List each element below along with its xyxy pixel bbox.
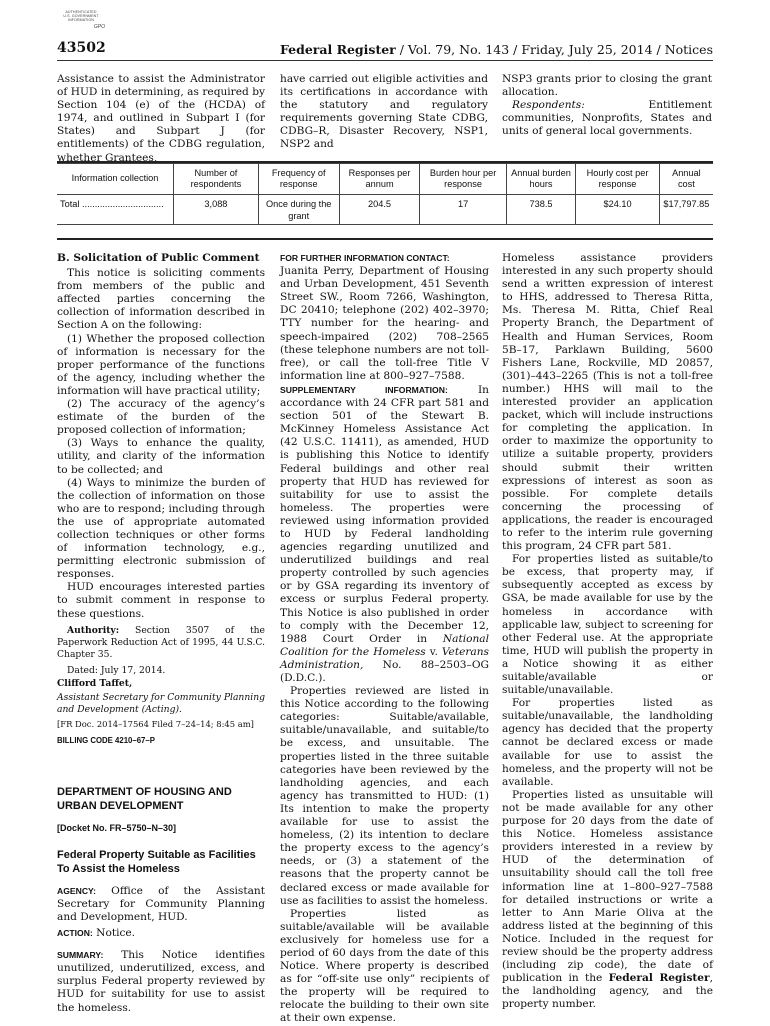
supplementary-paragraph [280, 384, 489, 685]
agency-paragraph [57, 885, 265, 924]
table-header-cell: Responses per annum [339, 164, 420, 195]
journal-name: Federal Register [279, 42, 396, 57]
body-paragraph: For properties listed as suitable/unavailable, the landholding agency has decided that the property cannot be declared excess or made available for use to assist the homeless, and the property will not be available. [502, 697, 713, 788]
burden-table [57, 163, 713, 225]
action-label: ACTION: [57, 928, 93, 939]
dated-line: Dated: July 17, 2014. [67, 664, 166, 676]
signer-name: Clifford Taffet, [57, 677, 133, 689]
list-item: (4) Ways to minimize the burden of the collection of information on those who are to respond; including through the use of appropriate automated collection techniques or other forms of information technology, e.g., permitting electronic submission of responses. [57, 476, 265, 581]
supplementary-text-b: No. 88–2503–OG (D.D.C.). [280, 658, 489, 684]
summary-label: SUMMARY: [57, 950, 104, 961]
column-2 [280, 252, 489, 1026]
fr-doc-line: [FR Doc. 2014–17564 Filed 7–24–14; 8:45 am] [57, 718, 254, 729]
table-cell: 3,088 [174, 195, 259, 225]
list-item: (2) The accuracy of the agency’s estimate of the burden of the proposed collection of information; [57, 398, 265, 437]
docket-number: [Docket No. FR–5750–N–30] [57, 822, 177, 833]
supplementary-text-a: In accordance with 24 CFR part 581 and section 501 of the Stewart B. McKinney Homeless Assistance Act (42 U.S.C. 11411), as amended, HUD is publishing this Notice to identify Federal buildings and other real property that HUD has reviewed for suitability for use to assist the homeless. The properties were reviewed using information provided to HUD by Federal landholding agencies regarding unutilized and underutilized buildings and real property controlled by such agencies or by GSA regarding its inventory of excess or surplus Federal property. This Notice is also published in order to comply with the December 12, 1988 Court Order in [280, 383, 489, 645]
table-header-cell: Information collection [57, 164, 174, 195]
case-versus: v. [425, 645, 442, 658]
respondents-text: Entitlement communities, Nonprofits, States and units of general local governments. [502, 99, 712, 138]
federal-register-ref: Federal Register [608, 972, 710, 985]
case-name-2: Veterans Administration, [280, 645, 489, 671]
case-name: National Coalition for the Homeless [280, 632, 489, 658]
body-paragraph: Properties reviewed are listed in this Notice according to the following categories: Suitable/available, suitable/unavailable, and suitable/to be excess, and unsuitable. The properties listed in the three suitable categories have been reviewed by the landholding agencies, and each agency has transmitted to HUD: (1) Its intention to make the property available for use to assist the homeless, (2) its intention to declare the property excess to the agency’s needs, or (3) a statement of the reasons that the property cannot be declared excess or made available for use as facilities to assist the homeless. [280, 685, 489, 907]
body-paragraph: HUD encourages interested parties to submit comment in response to these questions. [57, 581, 265, 620]
authority-label: Authority: [67, 624, 120, 636]
section-heading: B. Solicitation of Public Comment [57, 252, 260, 264]
top-column-3 [502, 73, 712, 138]
running-head [280, 42, 713, 57]
body-paragraph: Properties listed as suitable/available will be available exclusively for homeless use for a period of 60 days from the date of this Notice. Where property is described as for “off-site use only” recipients of the property will be required to relocate the building to their own site at their own expense. [280, 907, 489, 1025]
top-col3-text: NSP3 grants prior to closing the grant allocation. [502, 73, 712, 99]
table-cell: Total ................................ [57, 195, 174, 225]
summary-paragraph [57, 949, 265, 1014]
table-header-cell: Hourly cost per response [576, 164, 659, 195]
top-column-2 [280, 73, 488, 152]
respondents-paragraph [502, 99, 712, 138]
table-cell: 17 [420, 195, 506, 225]
contact-label: FOR FURTHER INFORMATION CONTACT: [280, 253, 450, 263]
supplementary-label: SUPPLEMENTARY INFORMATION: [280, 384, 448, 395]
logo-mark: GPO [93, 23, 105, 30]
authority-text: Section 3507 of the Paperwork Reduction Act of 1995, 44 U.S.C. Chapter 35. [57, 624, 265, 660]
table-row [57, 195, 713, 225]
table-header-cell: Number of respondents [174, 164, 259, 195]
table-header-cell: Annual cost [659, 164, 713, 195]
action-paragraph [57, 927, 265, 940]
unsuitable-text-b: , the landholding agency, and the property number. [502, 972, 713, 1011]
notice-title: Federal Property Suitable as Facilities To Assist the Homeless [57, 848, 256, 875]
table-cell: 738.5 [506, 195, 576, 225]
contact-text: Juanita Perry, Department of Housing and Urban Development, 451 Seventh Street SW., Room 7266, Washington, DC 20410; telephone (202) 402–3970; TTY number for the hearing- and speech-impaired (202) 708–2565 (these telephone numbers are not toll-free), or call the toll-free Title V information line at 800–927–7588. [280, 265, 489, 382]
unsuitable-text-a: Properties listed as unsuitable will not be made available for any other purpose for 20 days from the date of this Notice. Homeless assistance providers interested in a review by HUD of the determination of unsuitability should call the toll free information line at 1–800–927–7588 for detailed instructions or write a letter to Ann Marie Oliva at the address listed at the beginning of this Notice. Included in the request for review should be the property address (including zip code), the date of publication in the [502, 788, 713, 985]
gpo-authenticated-logo [57, 10, 105, 38]
authority-paragraph [57, 625, 265, 661]
logo-band-3: INFORMATION [68, 18, 94, 23]
table-header-cell: Annual burden hours [506, 164, 576, 195]
top-column-1 [57, 73, 265, 165]
table-cell: Once during the grant [258, 195, 339, 225]
list-item: (3) Ways to enhance the quality, utility, and clarity of the information to be collected; and [57, 437, 265, 476]
top-col2-text: have carried out eligible activities and its certifications in accordance with the statutory and regulatory requirements governing State CDBG, CDBG–R, Disaster Recovery, NSP1, NSP2 and [280, 73, 488, 151]
body-paragraph: This notice is soliciting comments from members of the public and affected parties concerning the collection of information described in Section A on the following: [57, 267, 265, 332]
billing-code: BILLING CODE 4210–67–P [57, 735, 155, 745]
top-col1-text: Assistance to assist the Administrator of HUD in determining, as required by Section 104 (e) of the (HCDA) of 1974, and outlined in Subpart I (for States) and Subpart J (for entitlements) of the CDBG regulation, whether Grantees, [57, 73, 265, 164]
table-bottom-rule [57, 238, 713, 240]
department-heading: DEPARTMENT OF HOUSING AND URBAN DEVELOPMENT [57, 785, 232, 812]
page-header [57, 40, 713, 61]
table-cell: $17,797.85 [659, 195, 713, 225]
summary-text: This Notice identifies unutilized, underutilized, excess, and surplus Federal property reviewed by HUD for suitability for use to assist the homeless. [57, 949, 265, 1014]
column-1 [57, 252, 265, 1015]
logo-band-1: AUTHENTICATED [65, 10, 97, 14]
respondents-label: Respondents: [512, 99, 585, 112]
issue-info: / Vol. 79, No. 143 / Friday, July 25, 2014 / Notices [395, 42, 713, 57]
page-number: 43502 [57, 40, 106, 56]
table-header-row [57, 164, 713, 195]
body-paragraph [502, 789, 713, 1012]
action-text: Notice. [92, 927, 136, 940]
column-3 [502, 252, 713, 1011]
logo-band-2: U.S. GOVERNMENT [63, 14, 99, 19]
body-paragraph: For properties listed as suitable/to be excess, that property may, if subsequently accepted as excess by GSA, be made available for use by the homeless in accordance with applicable law, subject to screening for other Federal use. At the appropriate time, HUD will publish the property in a Notice showing it as either suitable/available or suitable/unavailable. [502, 553, 713, 697]
signer-title: Assistant Secretary for Community Planning and Development (Acting). [57, 691, 265, 715]
table-header-cell: Burden hour per response [420, 164, 506, 195]
body-paragraph: Homeless assistance providers interested in any such property should send a written expression of interest to HHS, addressed to Theresa Ritta, Ms. Theresa M. Ritta, Chief Real Property Branch, the Department of Health and Human Services, Room 5B–17, Parklawn Building, 5600 Fishers Lane, Rockville, MD 20857, (301)–443–2265 (This is not a toll-free number.) HHS will mail to the interested provider an application packet, which will include instructions for completing the application. In order to maximize the opportunity to utilize a suitable property, providers should submit their written expressions of interest as soon as possible. For complete details concerning the processing of applications, the reader is encouraged to refer to the interim rule governing this program, 24 CFR part 581. [502, 252, 713, 553]
table-cell: 204.5 [339, 195, 420, 225]
table-header-cell: Frequency of response [258, 164, 339, 195]
agency-label: AGENCY: [57, 885, 96, 896]
list-item: (1) Whether the proposed collection of information is necessary for the proper performance of the functions of the agency, including whether the information will have practical utility; [57, 332, 265, 397]
agency-text: Office of the Assistant Secretary for Community Planning and Development, HUD. [57, 884, 265, 923]
table-cell: $24.10 [576, 195, 659, 225]
